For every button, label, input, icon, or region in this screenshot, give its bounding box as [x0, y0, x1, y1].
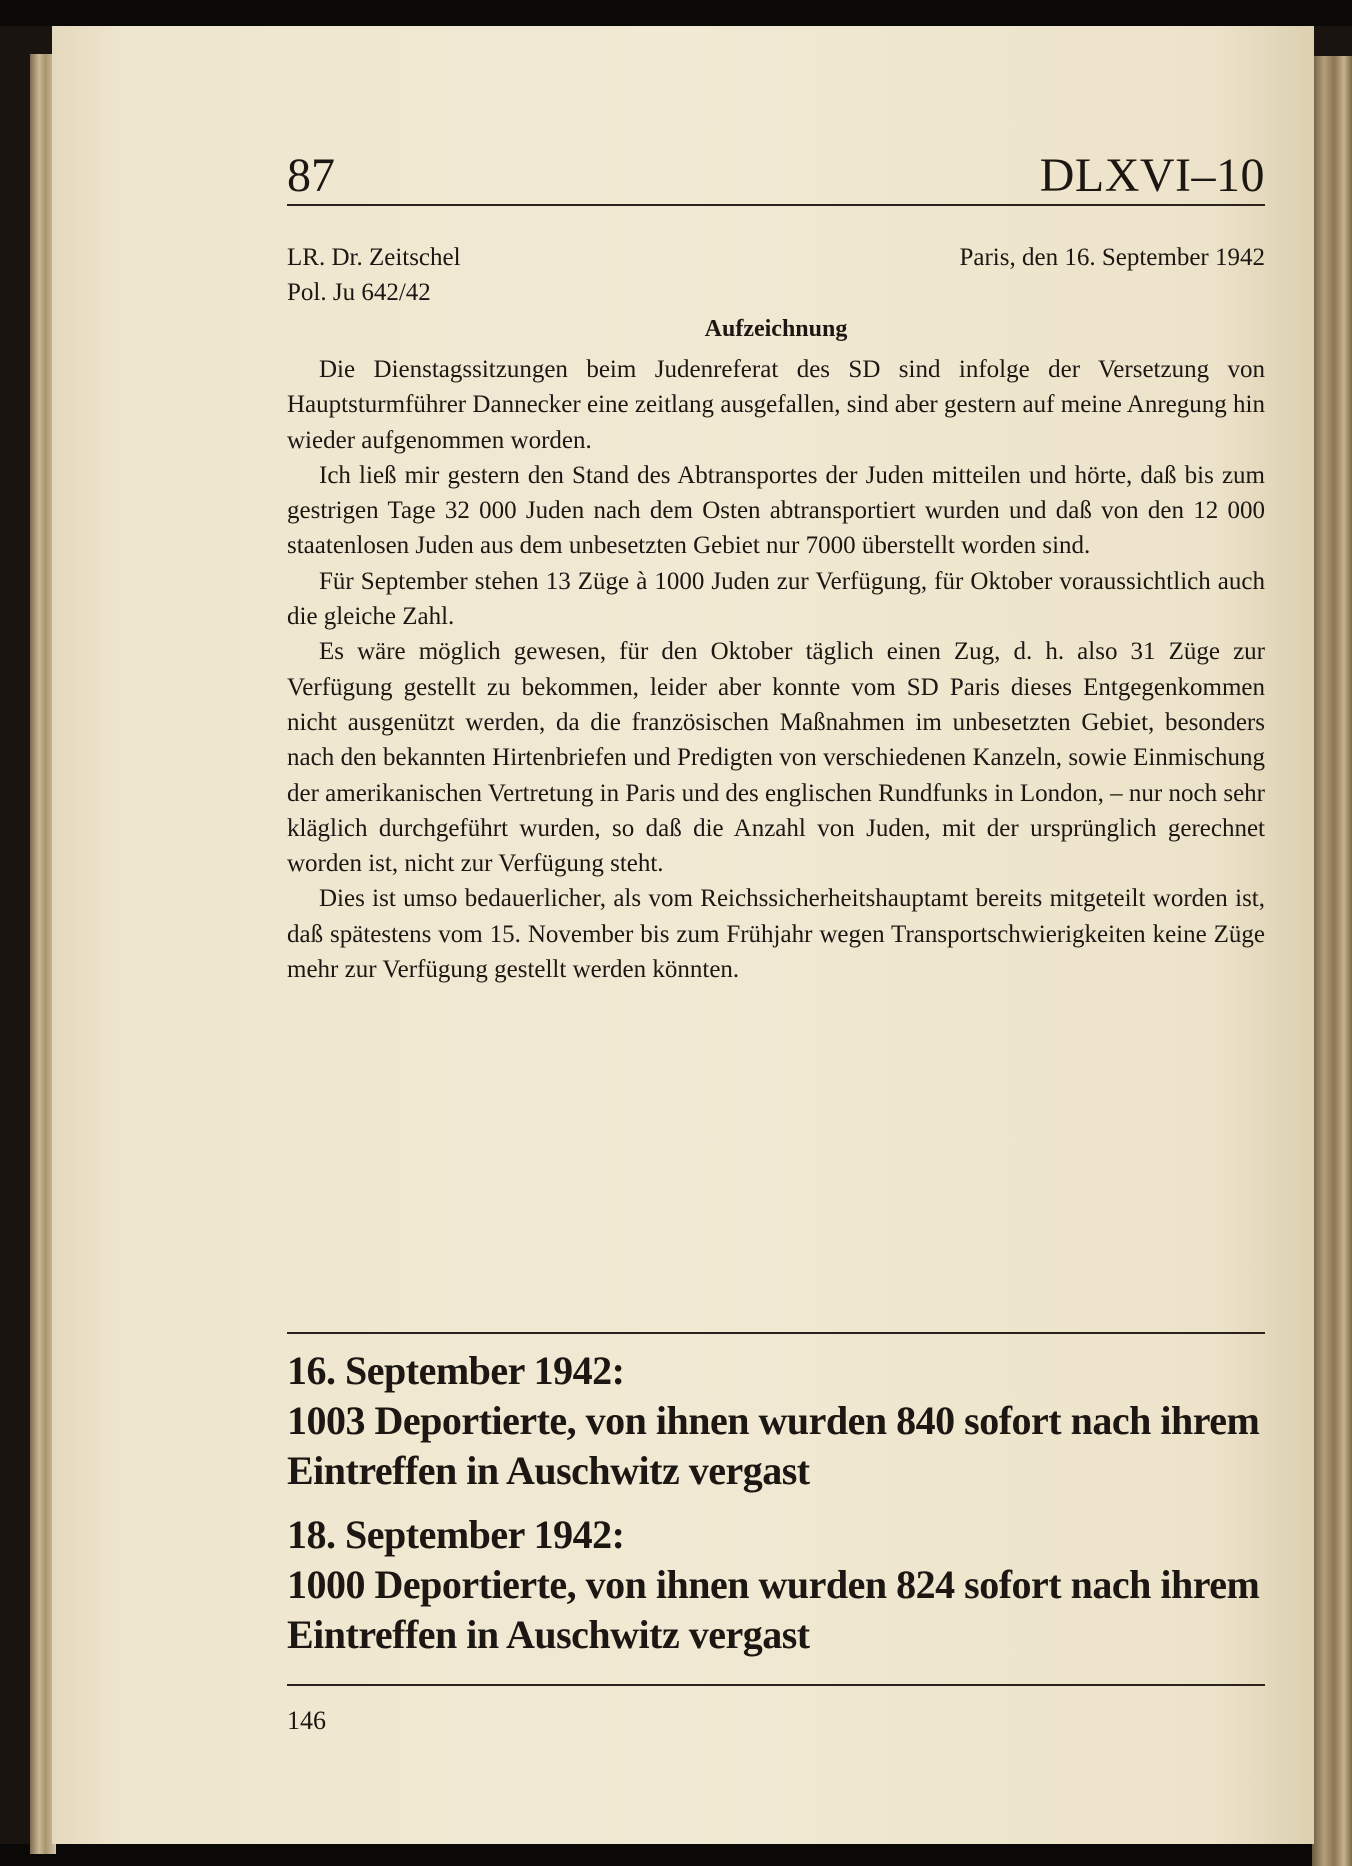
- paragraph: Ich ließ mir gestern den Stand des Abtransportes der Juden mitteilen und hörte, daß bis zum gestrigen Tage 32 000 Juden nach dem Osten abtransportiert wurden und daß von den 12 000 staatenlosen Juden aus dem unbesetzten Gebiet nur 7000 überstellt worden sind.: [287, 461, 1265, 560]
- page-edges-right: [1312, 56, 1352, 1866]
- folio-number: 146: [287, 1706, 326, 1735]
- page: [52, 26, 1314, 1844]
- event-entry: [287, 1346, 1265, 1496]
- document-body: [287, 352, 1265, 987]
- event-text: 1003 Deportierte, von ihnen wurden 840 sofort nach ihrem Eintreffen in Auschwitz vergast: [287, 1398, 1260, 1493]
- paragraph: Es wäre möglich gewesen, für den Oktober täglich einen Zug, d. h. also 31 Züge zur Verfügung gestellt zu bekommen, leider aber konnte vom SD Paris dieses Entgegenkommen nicht ausgenützt werden, da die französischen Maßnahmen im unbesetzten Gebiet, besonders nach den bekannten Hirtenbriefen und Predigten von verschiedenen Kanzeln, sowie Einmischung der amerikanischen Vertretung in Paris und des englischen Rundfunks in London, – nur noch sehr kläglich durchgeführt wurden, so daß die Anzahl von Juden, mit der ursprünglich gerechnet worden ist, nicht zur Verfügung steht.: [287, 638, 1265, 878]
- paragraph: Die Dienstagssitzungen beim Judenreferat des SD sind infolge der Versetzung von Hauptsturmführer Dannecker eine zeitlang ausgefallen, sind aber gestern auf meine Anregung hin wieder aufgenommen worden.: [287, 356, 1265, 454]
- document-code: DLXVI–10: [1039, 149, 1265, 202]
- divider-top: [287, 1332, 1265, 1334]
- divider-bottom: [287, 1684, 1265, 1686]
- event-text: 1000 Deportierte, von ihnen wurden 824 sofort nach ihrem Eintreffen in Auschwitz vergast: [287, 1562, 1260, 1657]
- paragraph: Für September stehen 13 Züge à 1000 Juden zur Verfügung, für Oktober voraussichtlich auch die gleiche Zahl.: [287, 567, 1265, 631]
- paragraph: Dies ist umso bedauerlicher, als vom Reichssicherheitshauptamt bereits mitgeteilt worden ist, daß spätestens vom 15. November bis zum Frühjahr wegen Transportschwierigkeiten keine Züge mehr zur Verfügung gestellt werden könnten.: [287, 885, 1265, 984]
- document-meta: [287, 240, 1265, 310]
- page-number: 87: [287, 149, 335, 202]
- event-date: 16. September 1942:: [287, 1348, 625, 1393]
- event-entry: [287, 1510, 1265, 1660]
- event-date: 18. September 1942:: [287, 1512, 625, 1557]
- reference: Pol. Ju 642/42: [287, 279, 431, 306]
- document-title: Aufzeichnung: [704, 316, 848, 342]
- sender: LR. Dr. Zeitschel: [287, 244, 461, 271]
- page-header: [287, 126, 1265, 206]
- place-date: Paris, den 16. September 1942: [959, 244, 1265, 271]
